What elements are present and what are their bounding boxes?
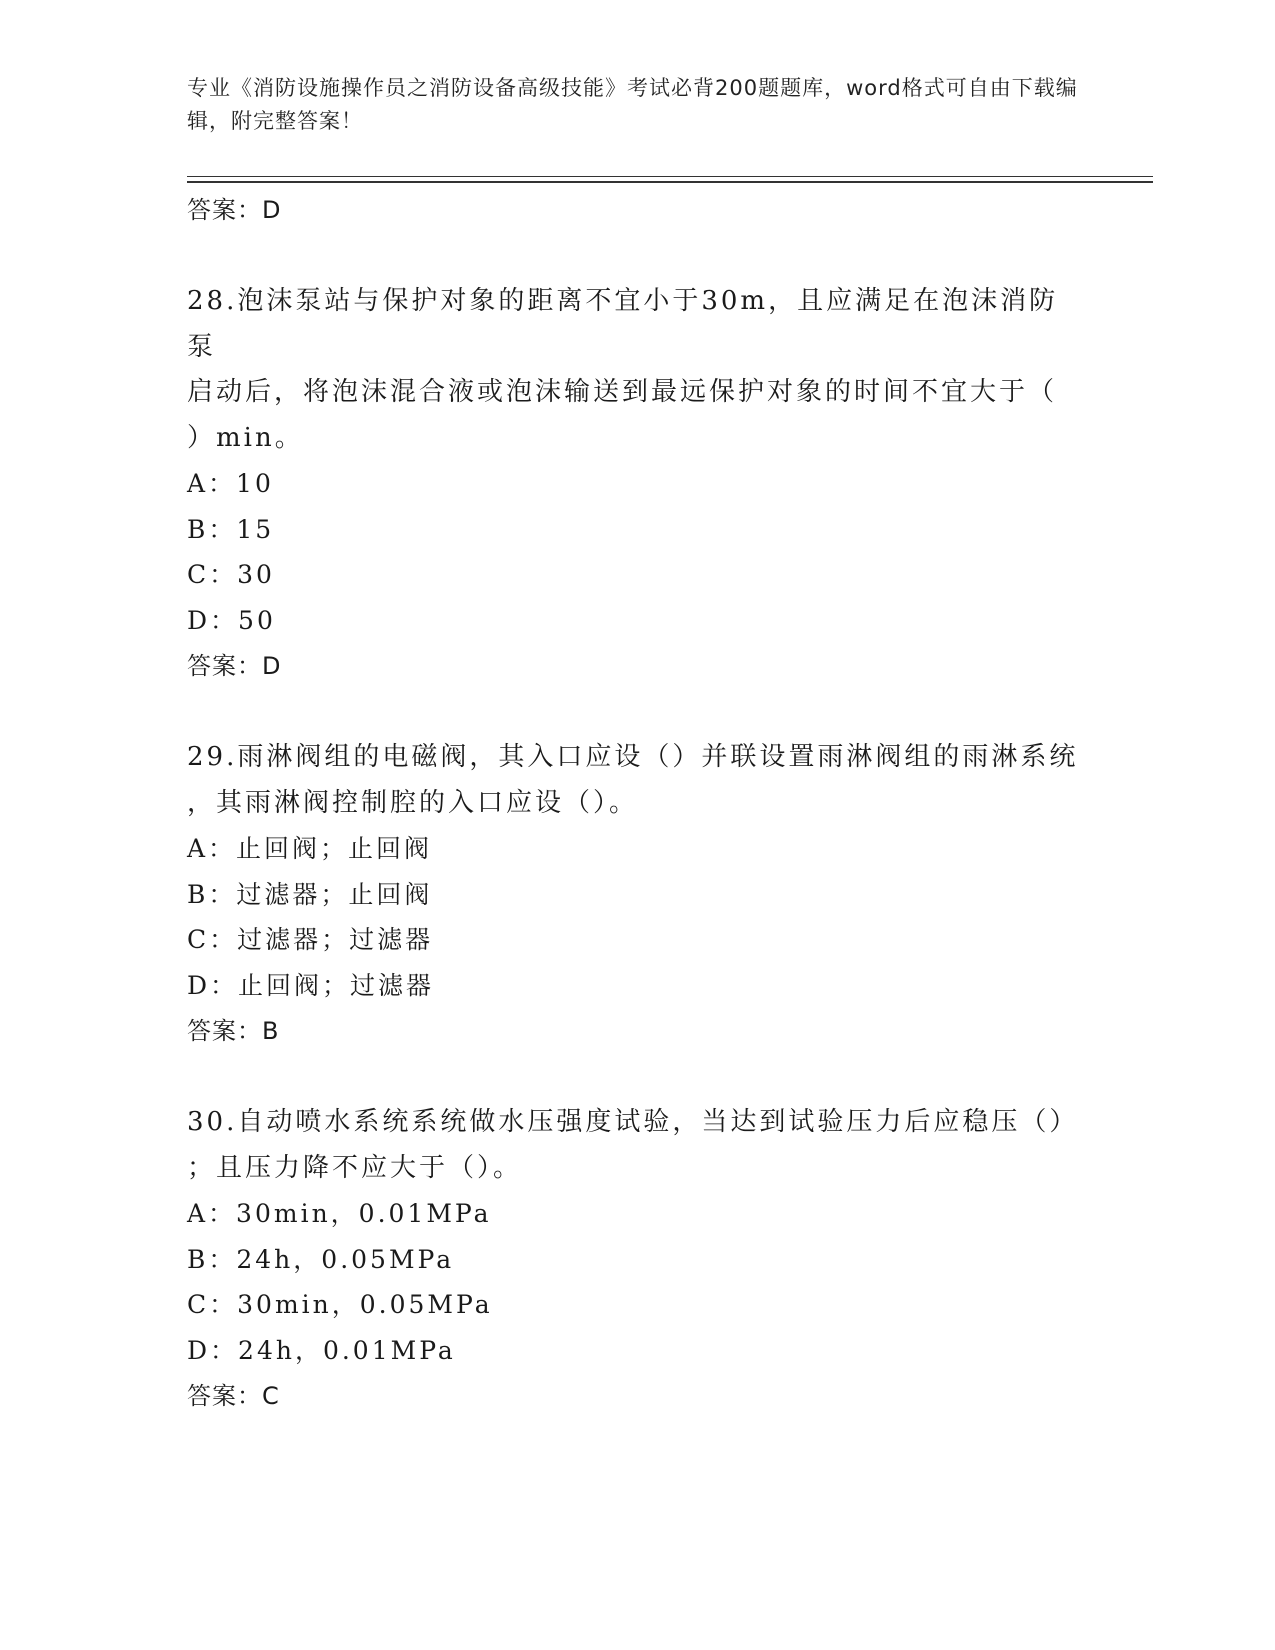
document-body: [187, 187, 1087, 1419]
spacer: [187, 233, 1087, 279]
option-b: B：15: [187, 514, 275, 544]
answer-label: 答案：C: [187, 1382, 280, 1410]
document-title: 专业《消防设施操作员之消防设备高级技能》考试必背200题题库，word格式可自由下载编辑，附完整答案！: [187, 76, 1078, 133]
question-text: [187, 735, 1087, 826]
option-a: A：30min，0.01MPa: [187, 1199, 492, 1228]
question-line: 28.泡沫泵站与保护对象的距离不宜小于30m，且应满足在泡沫消防泵: [187, 286, 1059, 362]
option-c: C：30min，0.05MPa: [187, 1290, 493, 1319]
answer-label: 答案：D: [187, 196, 282, 224]
option-c: C：30: [187, 560, 275, 589]
question-28: [187, 279, 1087, 689]
question-29: [187, 735, 1087, 1054]
question-line: ，其雨淋阀控制腔的入口应设（）。: [187, 787, 639, 818]
answer-label: 答案：D: [187, 652, 282, 680]
option-d: D：24h，0.01MPa: [187, 1335, 456, 1365]
question-30: [187, 1100, 1087, 1419]
question-line: 30.自动喷水系统系统做水压强度试验，当达到试验压力后应稳压（）: [187, 1107, 1079, 1137]
question-line: ；且压力降不应大于（）。: [187, 1152, 523, 1183]
option-b: B：24h，0.05MPa: [187, 1244, 455, 1274]
spacer: [187, 689, 1087, 735]
spacer: [187, 1054, 1087, 1100]
question-line: 启动后，将泡沫混合液或泡沫输送到最远保护对象的时间不宜大于（: [187, 377, 1058, 407]
question-line: ）min。: [187, 422, 304, 453]
page-header: [187, 72, 1087, 138]
option-b: B：过滤器；止回阀: [187, 879, 433, 909]
option-d: D：50: [187, 605, 276, 635]
option-a: A：10: [187, 469, 274, 498]
header-divider-thick: [187, 181, 1153, 183]
header-divider-thin: [187, 176, 1153, 177]
option-c: C：过滤器；过滤器: [187, 925, 434, 954]
option-a: A：止回阀；止回阀: [187, 834, 433, 863]
question-text: [187, 279, 1087, 461]
question-text: [187, 1100, 1087, 1191]
answer-label: 答案：B: [187, 1017, 280, 1045]
question-line: 29.雨淋阀组的电磁阀，其入口应设（）并联设置雨淋阀组的雨淋系统: [187, 742, 1079, 772]
option-d: D：止回阀；过滤器: [187, 970, 435, 1000]
